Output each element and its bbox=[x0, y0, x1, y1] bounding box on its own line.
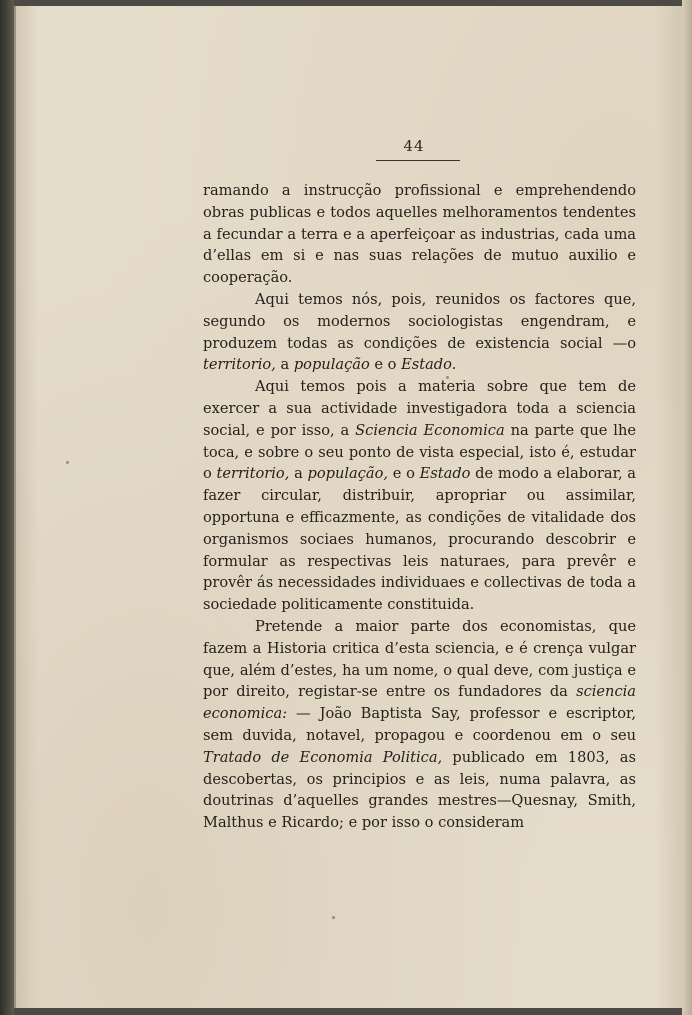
italic-text: Estado bbox=[419, 465, 471, 483]
text-run: a bbox=[275, 356, 294, 374]
paragraph bbox=[203, 616, 636, 834]
text-run: Pretende a maior parte dos economistas, que fazem a Historia critica d’esta sciencia, e é crença vulgar que, além d’estes, ha um nome, o qual deve, com justiça e por direito, registar-se entre os fundadores da bbox=[203, 617, 636, 701]
text-run: e o bbox=[388, 465, 420, 483]
italic-text: população, bbox=[307, 465, 389, 483]
paper-speck bbox=[332, 916, 335, 919]
italic-text: Tratado de Economia Politica, bbox=[203, 748, 443, 766]
text-run: de modo a elaborar, a fazer circular, distribuir, apropriar ou assimilar, opportuna e efficazmente, as condições de vitalidade dos organismos sociaes humanos, procurando descobrir e formular as respectivas leis naturaes, para prevêr e provêr ás necessidades individuaes e collectivas de toda a sociedade politicamente constituida. bbox=[203, 465, 637, 614]
text-run: e o bbox=[369, 356, 402, 374]
italic-text: sciencia economica: bbox=[203, 683, 636, 723]
paragraph bbox=[203, 180, 636, 289]
body-text bbox=[203, 180, 636, 834]
header-rule bbox=[376, 160, 460, 161]
text-run: ramando a instrucção profissional e emprehendendo obras publicas e todos aquelles melhoramentos tendentes a fecundar a terra e a aperfeiçoar as industrias, cada uma d’ellas em si e nas suas relações de mutuo auxilio e cooperação. bbox=[203, 182, 636, 287]
italic-text: população bbox=[293, 356, 370, 374]
italic-text: Estado. bbox=[401, 356, 457, 374]
text-run: Aqui temos nós, pois, reunidos os factores que, segundo os modernos sociologistas engendram, e produzem todas as condições de existencia social —o bbox=[203, 290, 636, 352]
page-edge bbox=[682, 0, 692, 1015]
text-run: — João Baptista Say, professor e escriptor, sem duvida, notavel, propagou e coordenou em o seu bbox=[203, 705, 636, 744]
text-run: Aqui temos pois a materia sobre que tem de exercer a sua actividade investigadora toda a sciencia social, e por isso, a bbox=[203, 378, 636, 439]
book-spine-shadow bbox=[0, 0, 14, 1015]
italic-text: territorio, bbox=[203, 356, 276, 374]
italic-text: Sciencia Economica bbox=[355, 421, 505, 439]
text-run: publicado em 1803, as descobertas, os principios e as leis, numa palavra, as doutrinas d’aquelles grandes mestres—Quesnay, Smith, Malthus e Ricardo; e por isso o consideram bbox=[203, 748, 636, 832]
italic-text: territorio, bbox=[216, 465, 290, 483]
text-run: na parte que lhe toca, e sobre o seu ponto de vista especial, isto é, estudar o bbox=[203, 421, 636, 483]
paragraph bbox=[203, 289, 636, 376]
paragraph bbox=[203, 376, 636, 616]
page-number: 44 bbox=[403, 137, 425, 155]
text-run: a bbox=[289, 465, 308, 483]
paper-speck bbox=[66, 461, 69, 464]
